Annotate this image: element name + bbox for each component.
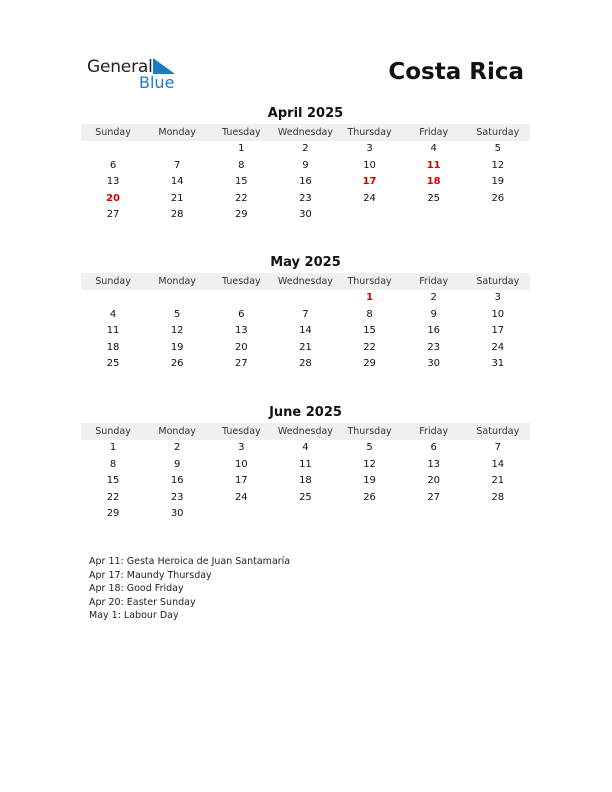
day-cell: 20 [427,475,441,487]
day-cell: 23 [299,192,312,204]
week-row [81,506,530,523]
week-row [81,307,530,324]
month-grid [81,290,530,373]
day-cell: 4 [109,308,117,320]
holiday-item: May 1: Labour Day [89,610,179,622]
day-cell: 6 [109,159,117,171]
day-cell: 9 [302,159,309,171]
day-cell: 24 [491,341,505,353]
holiday-day-cell: 1 [366,292,374,303]
country-title: Costa Rica [388,59,524,85]
holiday-list [89,555,290,623]
month-title: May 2025 [270,255,341,270]
week-row [81,290,530,307]
day-cell: 12 [491,159,505,171]
day-cell: 9 [430,308,437,320]
weekday-label: Tuesday [221,127,261,138]
weekday-label: Tuesday [221,426,261,437]
day-cell: 16 [170,475,184,487]
weekday-label: Tuesday [221,276,261,287]
day-cell: 8 [366,308,373,320]
day-cell: 11 [299,458,312,470]
day-cell [145,141,209,158]
day-cell [209,290,273,307]
day-cell: 7 [174,159,181,171]
day-cell: 13 [234,325,248,337]
day-cell: 2 [430,292,437,303]
day-cell: 26 [170,358,184,370]
day-cell: 29 [106,508,120,520]
day-cell: 3 [494,292,501,303]
logo-triangle-icon [153,58,175,74]
day-cell: 10 [234,458,248,470]
day-cell: 19 [363,475,376,487]
day-cell [81,290,145,307]
day-cell [402,506,466,523]
day-cell: 4 [430,143,437,154]
day-cell: 6 [238,308,245,320]
month-calendar-april [81,105,530,224]
holiday-item: Apr 20: Easter Sunday [89,596,196,608]
day-cell: 14 [299,325,312,337]
day-cell: 14 [170,176,184,188]
day-cell: 21 [299,341,312,353]
day-cell: 15 [363,325,376,337]
day-cell: 21 [170,192,184,204]
weekday-label: Monday [158,127,196,138]
day-cell: 26 [491,192,505,204]
day-cell: 16 [427,325,441,337]
day-cell: 17 [234,475,248,487]
day-cell: 25 [106,358,120,370]
holiday-item: Apr 17: Maundy Thursday [89,569,212,581]
day-cell: 28 [170,209,184,221]
month-title: June 2025 [269,405,342,420]
day-cell: 5 [494,143,501,154]
day-cell: 9 [174,458,181,470]
weekday-label: Sunday [95,426,131,437]
weekday-header [81,124,530,141]
day-cell [466,207,530,224]
weekday-label: Friday [419,276,449,287]
month-title: April 2025 [267,106,344,121]
weekday-label: Wednesday [277,276,333,287]
day-cell: 17 [491,325,505,337]
week-row [81,440,530,457]
weekday-label: Wednesday [277,127,333,138]
weekday-label: Monday [158,426,196,437]
day-cell: 27 [234,358,248,370]
day-cell [209,506,273,523]
day-cell: 1 [238,143,245,154]
week-row [81,323,530,340]
day-cell [81,141,145,158]
weekday-header [81,273,530,290]
month-grid [81,440,530,523]
weekday-label: Saturday [476,426,520,437]
day-cell: 18 [299,475,312,487]
generalblue-logo [87,55,187,93]
weekday-label: Saturday [476,127,520,138]
weekday-header [81,423,530,440]
day-cell: 25 [299,491,312,503]
day-cell: 8 [109,458,117,470]
day-cell: 2 [174,442,181,453]
day-cell: 30 [427,358,441,370]
weekday-label: Thursday [347,127,392,138]
day-cell [338,506,402,523]
holiday-day-cell: 17 [362,176,377,188]
weekday-label: Thursday [347,276,392,287]
day-cell: 23 [427,341,441,353]
day-cell: 5 [366,442,373,453]
logo-text-general: General [87,57,153,77]
weekday-label: Wednesday [277,426,333,437]
day-cell: 4 [302,442,309,453]
weekday-label: Friday [419,127,449,138]
day-cell: 29 [363,358,376,370]
day-cell: 20 [234,341,248,353]
day-cell: 27 [427,491,441,503]
week-row [81,457,530,474]
day-cell: 15 [234,176,248,188]
day-cell: 26 [363,491,376,503]
day-cell: 19 [170,341,184,353]
month-calendar-may [81,254,530,373]
month-calendar-june [81,404,530,523]
day-cell: 12 [170,325,184,337]
day-cell: 11 [106,325,120,337]
day-cell: 16 [299,176,312,188]
week-row [81,174,530,191]
day-cell: 24 [363,192,376,204]
holiday-item: Apr 18: Good Friday [89,583,184,595]
weekday-label: Monday [158,276,196,287]
day-cell [466,506,530,523]
weekday-label: Sunday [95,276,131,287]
day-cell: 1 [109,442,117,453]
day-cell [402,207,466,224]
day-cell: 27 [106,209,120,221]
logo-text-blue: Blue [139,73,175,92]
day-cell: 7 [494,442,501,453]
day-cell: 28 [299,358,312,370]
weekday-label: Friday [419,426,449,437]
day-cell: 3 [238,442,245,453]
weekday-label: Saturday [476,276,520,287]
day-cell: 18 [106,341,120,353]
day-cell: 28 [491,491,505,503]
day-cell: 22 [106,491,120,503]
week-row [81,490,530,507]
day-cell: 30 [299,209,312,221]
holiday-day-cell: 11 [426,159,441,171]
week-row [81,340,530,357]
day-cell: 22 [234,192,248,204]
day-cell: 7 [302,308,309,320]
weekday-label: Sunday [95,127,131,138]
day-cell: 8 [238,159,245,171]
week-row [81,207,530,224]
day-cell: 31 [491,358,505,370]
week-row [81,141,530,158]
week-row [81,356,530,373]
weekday-label: Thursday [347,426,392,437]
day-cell: 23 [170,491,184,503]
week-row [81,158,530,175]
day-cell [273,506,337,523]
day-cell: 25 [427,192,441,204]
week-row [81,191,530,208]
day-cell: 3 [366,143,373,154]
day-cell [273,290,337,307]
day-cell: 21 [491,475,505,487]
day-cell: 29 [234,209,248,221]
day-cell: 19 [491,176,505,188]
day-cell: 13 [427,458,441,470]
month-grid [81,141,530,224]
day-cell: 5 [174,308,181,320]
day-cell: 22 [363,341,376,353]
holiday-day-cell: 20 [106,192,121,204]
day-cell: 15 [106,475,120,487]
day-cell: 6 [430,442,437,453]
day-cell [145,290,209,307]
day-cell: 24 [234,491,248,503]
week-row [81,473,530,490]
holiday-day-cell: 18 [426,176,441,188]
day-cell: 2 [302,143,309,154]
day-cell: 10 [363,159,376,171]
day-cell: 12 [363,458,376,470]
day-cell [338,207,402,224]
holiday-item: Apr 11: Gesta Heroica de Juan Santamaría [89,556,291,567]
day-cell: 30 [170,508,184,520]
day-cell: 13 [106,176,120,188]
day-cell: 10 [491,308,505,320]
day-cell: 14 [491,458,505,470]
